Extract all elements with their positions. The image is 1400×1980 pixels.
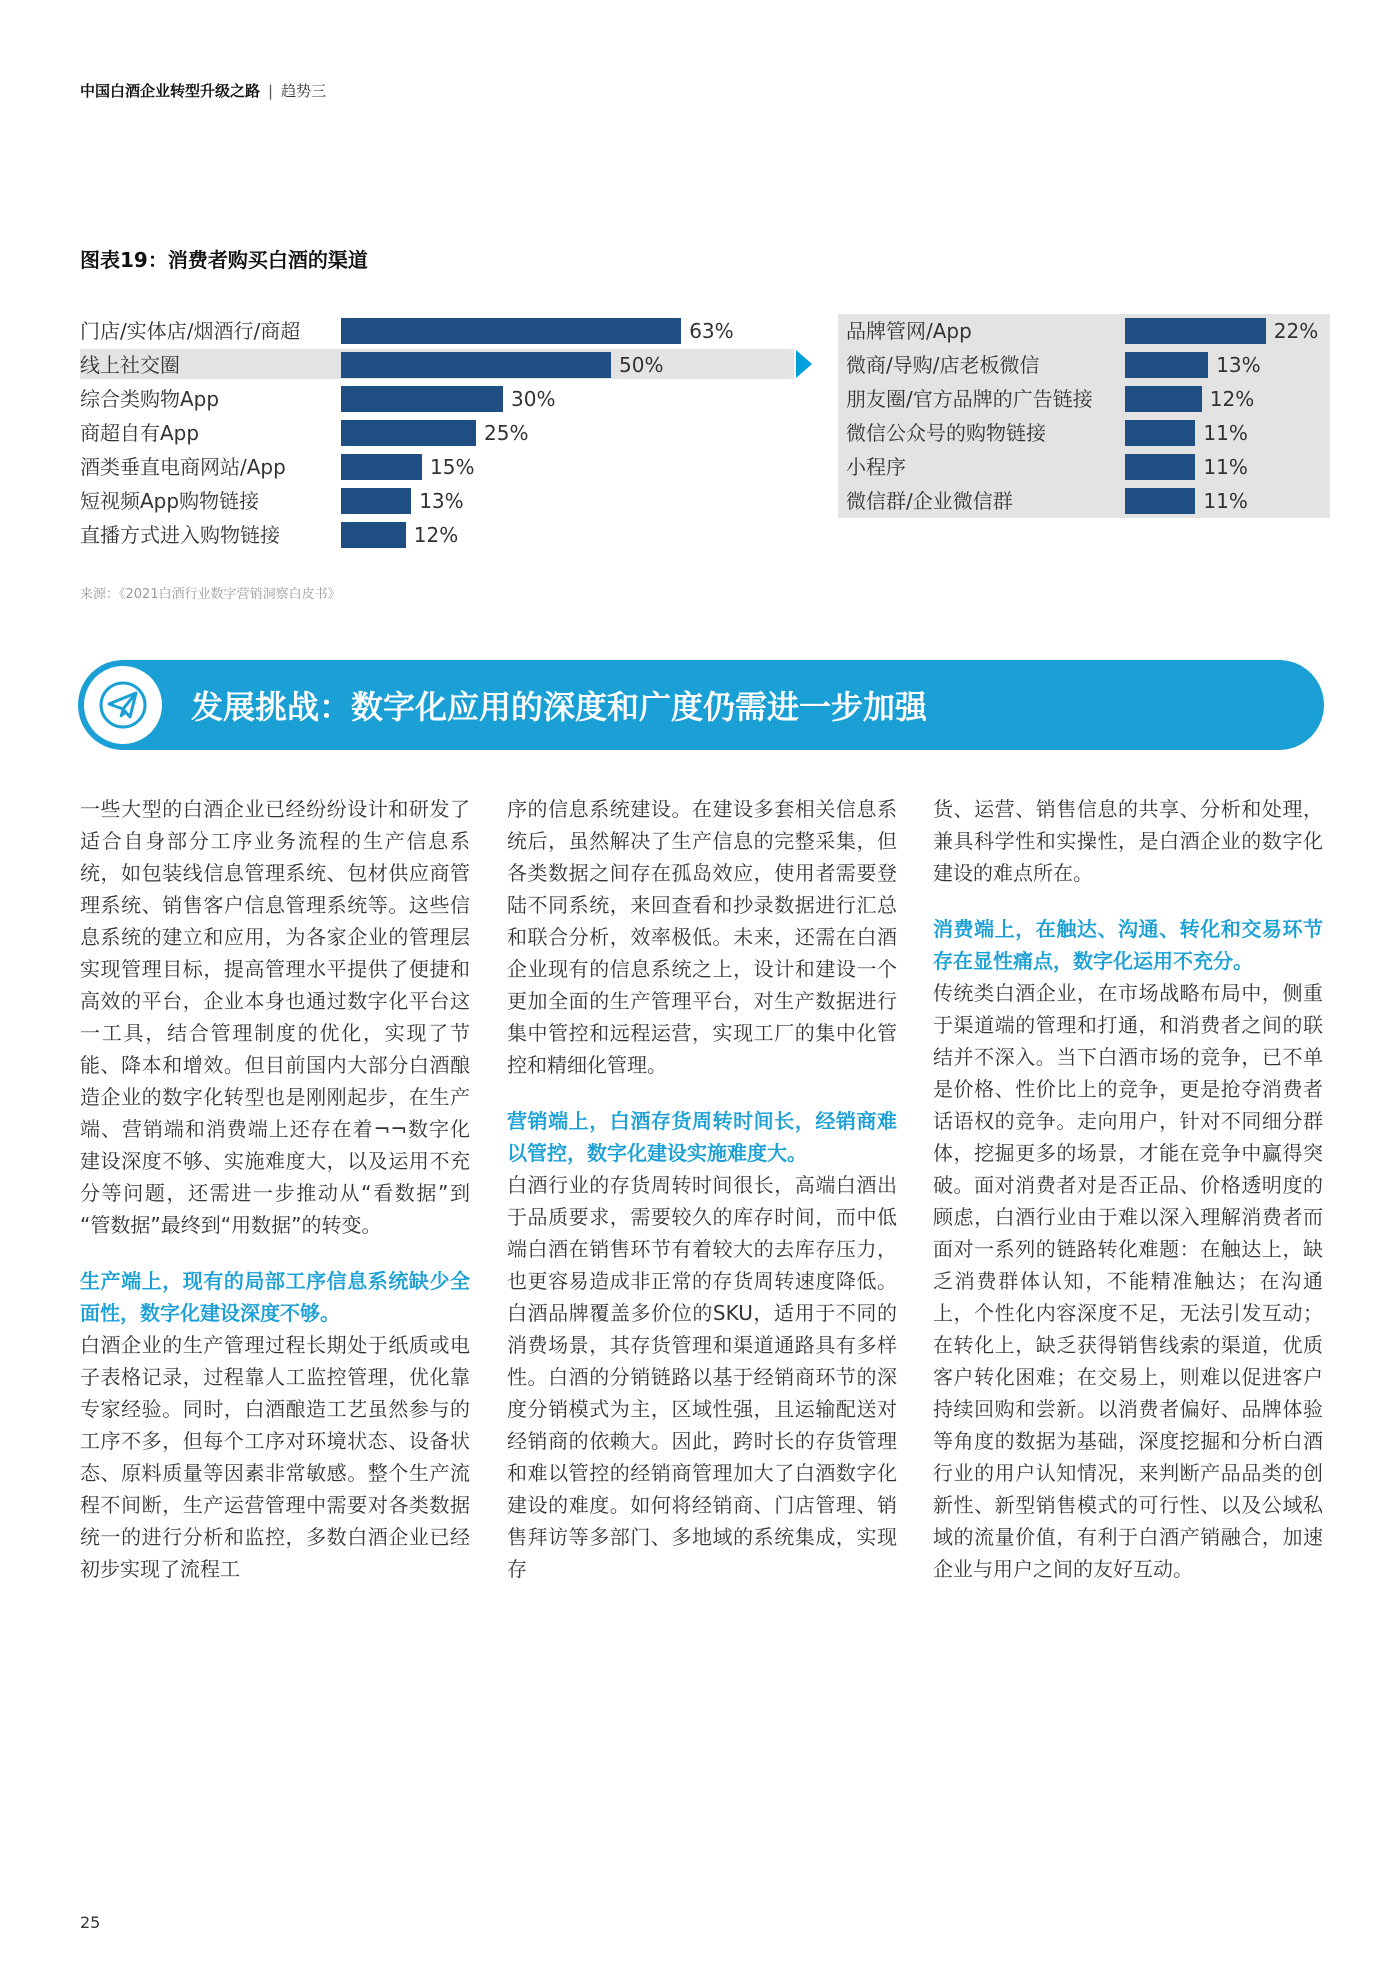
breakdown-bar-label: 微信群/企业微信群 [846,489,1013,513]
bar-label: 门店/实体店/烟酒行/商超 [80,319,301,343]
breakdown-bar [1125,420,1195,446]
breakdown-bar-label: 品牌管网/App [846,319,972,343]
breakdown-bar [1125,454,1195,480]
breakdown-bar [1125,488,1195,514]
bar-label: 直播方式进入购物链接 [80,523,280,547]
bar [341,522,406,548]
bar-label: 综合类购物App [80,387,220,411]
bar-value-label: 12% [413,523,459,547]
subheading-consumer: 消费端上，在触达、沟通、转化和交易环节存在显性痛点，数字化运用不充分。 [933,917,1323,973]
breakdown-value-label: 11% [1203,421,1248,445]
breakdown-value-label: 22% [1273,319,1319,343]
paper-plane-icon [99,681,147,729]
bar-label: 商超自有App [80,421,200,445]
banner-icon-circle [84,666,162,744]
bar-value-label: 63% [689,319,734,343]
breakdown-bar-label: 微信公众号的购物链接 [846,421,1046,445]
banner-title: 发展挑战：数字化应用的深度和广度仍需进一步加强 [191,688,928,726]
bar-value-label: 30% [511,387,556,411]
breakdown-bar-label: 朋友圈/官方品牌的广告链接 [846,387,1093,411]
bar-value-label: 13% [419,489,464,513]
body-paragraph: 货、运营、销售信息的共享、分析和处理，兼具科学性和实操性，是白酒企业的数字化建设的难点所在。 [933,797,1323,885]
report-title: 中国白酒企业转型升级之路 [80,82,261,100]
figure-title: 图表19：消费者购买白酒的渠道 [80,248,368,272]
bar [341,352,611,378]
breakdown-value-label: 11% [1203,489,1248,513]
bar [341,454,422,480]
bar-label: 线上社交圈 [80,353,180,377]
header-separator: | [268,82,274,100]
breakdown-bar-label: 微商/导购/店老板微信 [846,353,1040,377]
breakdown-value-label: 12% [1209,387,1255,411]
subheading-production: 生产端上，现有的局部工序信息系统缺少全面性，数字化建设深度不够。 [80,1269,470,1325]
bar-label: 短视频App购物链接 [80,489,260,513]
text-column-1 [80,793,470,1585]
body-paragraph: 白酒企业的生产管理过程长期处于纸质或电子表格记录，过程靠人工监控管理，优化靠专家经验。同时，白酒酿造工艺虽然参与的工序不多，但每个工序对环境状态、设备状态、原料质量等因素非常敏感。整个生产流程不间断，生产运营管理中需要对各类数据统一的进行分析和监控，多数白酒企业已经初步实现了流程工 [80,1333,470,1581]
breakdown-value-label: 11% [1203,455,1248,479]
text-column-3 [933,793,1323,1585]
bar-value-label: 50% [619,353,664,377]
challenge-banner [78,660,1324,750]
bar [341,318,681,344]
figure-source: 来源：《2021白酒行业数字营销洞察白皮书》 [80,587,341,602]
section-label: 趋势三 [281,82,327,100]
body-paragraph: 白酒行业的存货周转时间很长，高端白酒出于品质要求，需要较久的库存时间，而中低端白酒在销售环节有着较大的去库存压力，也更容易造成非正常的存货周转速度降低。白酒品牌覆盖多价位的SKU，适用于不同的消费场景，其存货管理和渠道通路具有多样性。白酒的分销链路以基于经销商环节的深度分销模式为主，区域性强，且运输配送对经销商的依赖大。因此，跨时长的存货管理和难以管控的经销商管理加大了白酒数字化建设的难度。如何将经销商、门店管理、销售拜访等多部门、多地域的系统集成，实现存 [507,1173,897,1581]
page-number: 25 [80,1913,101,1932]
breakdown-value-label: 13% [1216,353,1261,377]
body-paragraph: 一些大型的白酒企业已经纷纷设计和研发了适合自身部分工序业务流程的生产信息系统，如包装线信息管理系统、包材供应商管理系统、销售客户信息管理系统等。这些信息系统的建立和应用，为各家企业的管理层实现管理目标，提高管理水平提供了便捷和高效的平台，企业本身也通过数字化平台这一工具，结合管理制度的优化，实现了节能、降本和增效。但目前国内大部分白酒酿造企业的数字化转型也是刚刚起步，在生产端、营销端和消费端上还存在着¬¬数字化建设深度不够、实施难度大，以及运用不充分等问题，还需进一步推动从“看数据”到 “管数据”最终到“用数据”的转变。 [80,797,470,1237]
bar [341,386,503,412]
body-paragraph: 传统类白酒企业，在市场战略布局中，侧重于渠道端的管理和打通，和消费者之间的联结并不深入。当下白酒市场的竞争，已不单是价格、性价比上的竞争，更是抢夺消费者话语权的竞争。走向用户，针对不同细分群体，挖掘更多的场景，才能在竞争中赢得突破。面对消费者对是否正品、价格透明度的顾虑，白酒行业由于难以深入理解消费者而面对一系列的链路转化难题：在触达上，缺乏消费群体认知，不能精准触达；在沟通上，个性化内容深度不足，无法引发互动；在转化上，缺乏获得销售线索的渠道，优质客户转化困难；在交易上，则难以促进客户持续回购和尝新。以消费者偏好、品牌体验等角度的数据为基础，深度挖掘和分析白酒行业的用户认知情况，来判断产品品类的创新性、新型销售模式的可行性、以及公域私域的流量价值，有利于白酒产销融合，加速企业与用户之间的友好互动。 [933,981,1323,1581]
bar-value-label: 25% [484,421,529,445]
breakdown-bar-label: 小程序 [846,455,906,479]
breakdown-arrow-icon [796,350,812,378]
text-column-2 [507,793,897,1585]
bar [341,488,411,514]
running-header [80,80,326,101]
breakdown-bar [1125,318,1266,344]
body-paragraph: 序的信息系统建设。在建设多套相关信息系统后，虽然解决了生产信息的完整采集，但各类数据之间存在孤岛效应，使用者需要登陆不同系统，来回查看和抄录数据进行汇总和联合分析，效率极低。未来，还需在白酒企业现有的信息系统之上，设计和建设一个更加全面的生产管理平台，对生产数据进行集中管控和远程运营，实现工厂的集中化管控和精细化管理。 [507,797,897,1077]
breakdown-bar [1125,386,1202,412]
bar [341,420,476,446]
channel-bar-chart [80,314,1330,564]
bar-label: 酒类垂直电商网站/App [80,455,286,479]
subheading-marketing: 营销端上，白酒存货周转时间长，经销商难以管控，数字化建设实施难度大。 [507,1109,897,1165]
bar-value-label: 15% [430,455,475,479]
breakdown-bar [1125,352,1208,378]
